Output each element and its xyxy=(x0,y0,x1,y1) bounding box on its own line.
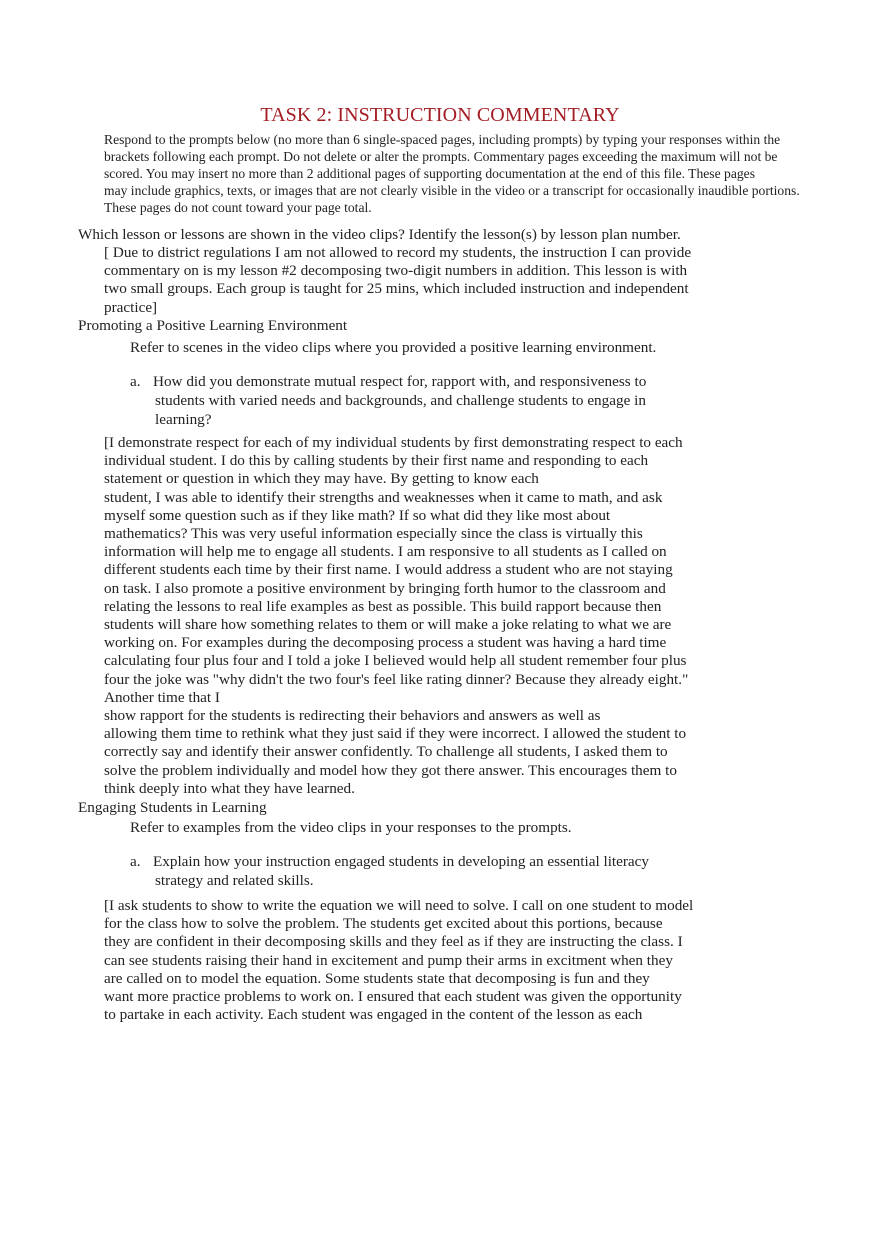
section-3-instruction: Refer to examples from the video clips in your responses to the prompts. xyxy=(130,819,572,836)
question-1-text: Which lesson or lessons are shown in the video clips? Identify the lesson(s) by lesson plan number. xyxy=(78,226,681,243)
answer-line: correctly say and identify their answer confidently. To challenge all students, I asked them to xyxy=(104,743,668,761)
answer-line: different students each time by their first name. I would address a student who are not staying xyxy=(104,561,673,579)
answer-line: myself some question such as if they like math? If so what did they like most about xyxy=(104,506,611,524)
answer-line: are called on to model the equation. Some students state that decomposing is fun and they xyxy=(104,969,650,987)
prompt-line: strategy and related skills. xyxy=(155,872,314,889)
answer-line: [I ask students to show to write the equation we will need to solve. I call on one student to model xyxy=(104,897,694,914)
intro-line: scored. You may insert no more than 2 additional pages of supporting documentation at the end of this file. These pages xyxy=(104,165,755,181)
section-2-instruction: Refer to scenes in the video clips where you provided a positive learning environment. xyxy=(130,339,657,356)
prompt-line: students with varied needs and backgrounds, and challenge students to engage in xyxy=(155,392,646,409)
answer-line: information will help me to engage all students. I am responsive to all students as I called on xyxy=(104,543,667,561)
answer-line: two small groups. Each group is taught for 25 mins, which included instruction and independent xyxy=(104,280,689,298)
answer-line: individual student. I do this by calling students by their first name and responding to each xyxy=(104,452,649,470)
answer-1 xyxy=(104,244,691,317)
answer-line: practice] xyxy=(104,298,158,316)
answer-line: to partake in each activity. Each student was engaged in the content of the lesson as each xyxy=(104,1006,643,1024)
answer-line: relating the lessons to real life examples as best as possible. This build rapport because then xyxy=(104,597,662,615)
page-title: TASK 2: INSTRUCTION COMMENTARY xyxy=(260,104,620,126)
intro-line: Respond to the prompts below (no more than 6 single-spaced pages, including prompts) by typing your responses within the xyxy=(104,132,781,147)
answer-line: want more practice problems to work on. I ensured that each student was given the opportunity xyxy=(104,988,682,1006)
answer-line: mathematics? This was very useful information especially since the class is virtually this xyxy=(104,525,643,543)
instructions-paragraph xyxy=(104,132,854,217)
intro-line: brackets following each prompt. Do not delete or alter the prompts. Commentary pages exceeding the maximum will not be xyxy=(104,148,778,164)
prompt-text xyxy=(153,372,646,429)
intro-line: may include graphics, texts, or images that are not clearly visible in the video or a transcript for occasionally inaudible portions. xyxy=(104,182,800,198)
section-heading-positive-environment: Promoting a Positive Learning Environment xyxy=(78,317,348,334)
prompt-line: learning? xyxy=(155,411,212,428)
answer-line: commentary on is my lesson #2 decomposing two-digit numbers in addition. This lesson is with xyxy=(104,262,688,280)
answer-line: student, I was able to identify their strengths and weaknesses when it came to math, and ask xyxy=(104,488,663,506)
prompt-letter: a. xyxy=(130,853,141,870)
answer-line: working on. For examples during the decomposing process a student was having a hard time xyxy=(104,634,667,652)
section-3-answer xyxy=(104,897,693,1024)
answer-line: allowing them time to rethink what they just said if they were incorrect. I allowed the student to xyxy=(104,725,687,743)
answer-line: on task. I also promote a positive environment by bringing forth humor to the classroom and xyxy=(104,579,666,597)
answer-line: [ Due to district regulations I am not allowed to record my students, the instruction I can provide xyxy=(104,244,692,261)
answer-line: can see students raising their hand in excitement and pump their arms in excitment when they xyxy=(104,951,673,969)
answer-line: think deeply into what they have learned. xyxy=(104,779,355,797)
answer-line: solve the problem individually and model how they got there answer. This encourages them to xyxy=(104,761,677,779)
prompt-line: How did you demonstrate mutual respect for, rapport with, and responsiveness to xyxy=(153,373,647,390)
intro-line: These pages do not count toward your page total. xyxy=(104,199,372,215)
answer-line: calculating four plus four and I told a joke I believed would help all student remember four plus xyxy=(104,652,687,670)
answer-line: four the joke was "why didn't the two four's feel like rating dinner? Because they already eight." xyxy=(104,670,689,688)
section-heading-engaging-students: Engaging Students in Learning xyxy=(78,799,267,816)
answer-line: for the class how to solve the problem. The students get excited about this portions, because xyxy=(104,915,663,933)
answer-line: Another time that I xyxy=(104,688,220,706)
prompt-line: Explain how your instruction engaged students in developing an essential literacy xyxy=(153,853,650,870)
answer-line: statement or question in which they may have. By getting to know each xyxy=(104,470,539,488)
prompt-text xyxy=(153,852,649,890)
prompt-letter: a. xyxy=(130,373,141,390)
answer-line: they are confident in their decomposing skills and they feel as if they are instructing the class. I xyxy=(104,933,683,951)
answer-line: [I demonstrate respect for each of my individual students by first demonstrating respect to each xyxy=(104,434,683,451)
question-1 xyxy=(78,226,681,244)
answer-line: show rapport for the students is redirecting their behaviors and answers as well as xyxy=(104,707,601,725)
answer-line: students will share how something relates to them or will make a joke relating to what we are xyxy=(104,616,672,634)
section-2-answer xyxy=(104,434,688,798)
